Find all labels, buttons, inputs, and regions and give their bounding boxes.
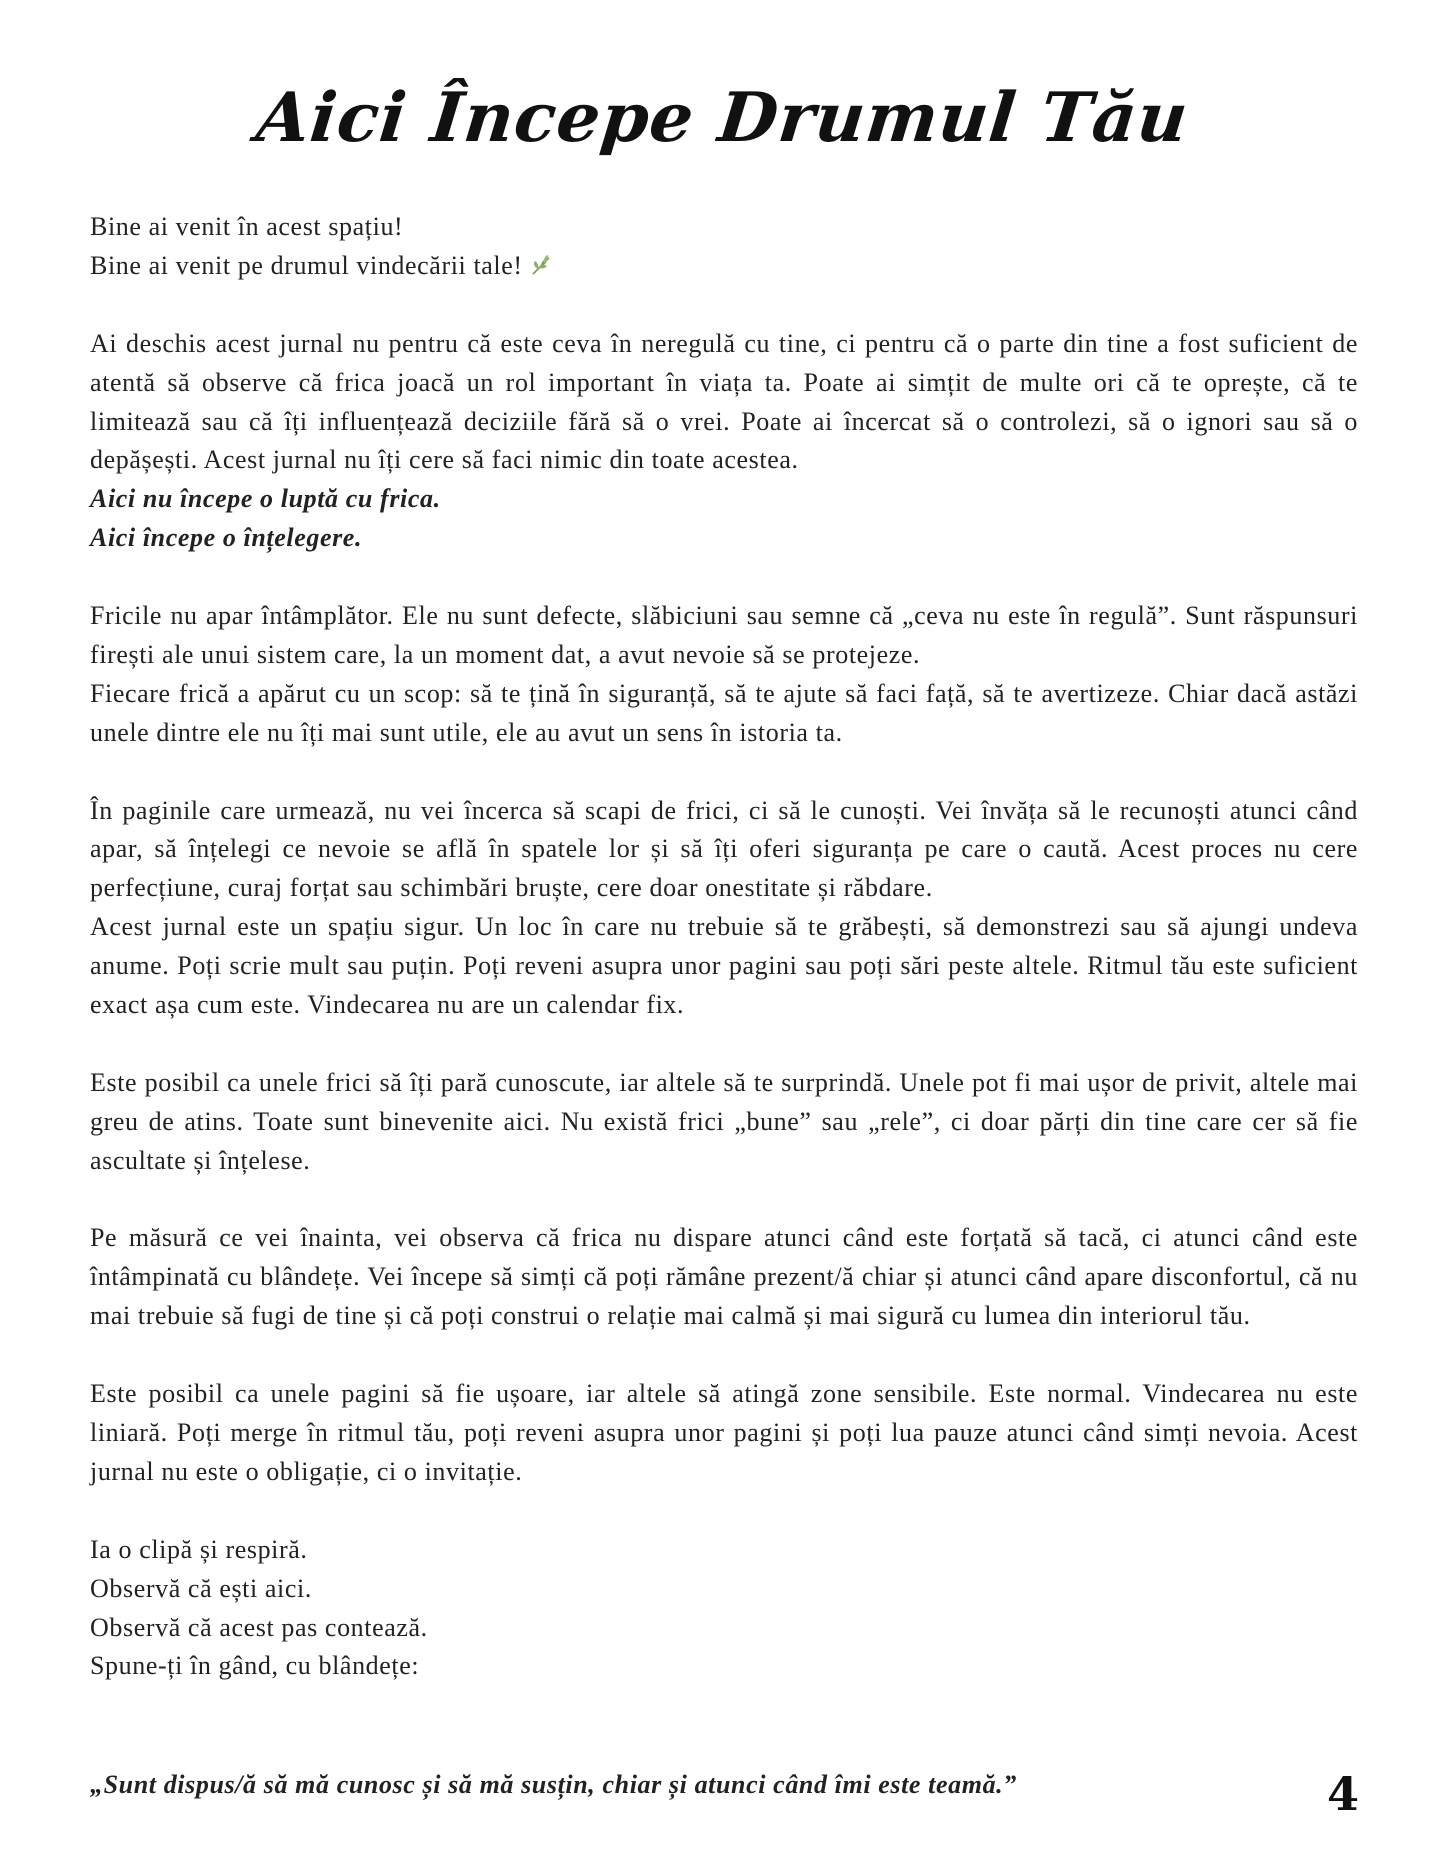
paragraph-2-part-2: Fiecare frică a apărut cu un scop: să te țină în siguranță, să te ajute să faci față, să te avertizeze. Chiar dacă astăzi unele dintre ele nu îți mai sunt utile, ele au avut un sens în istoria ta. [90,678,1358,747]
paragraph-2 [90,597,1358,753]
paragraph-3-part-1: În paginile care urmează, nu vei încerca să scapi de frici, ci să le cunoști. Vei învăța să le recunoști atunci când apar, să înțelegi ce nevoie se află în spatele lor și să îți oferi siguranța pe care o caută. Acest proces nu cere perfecțiune, curaj forțat sau schimbări bruște, cere doar onestitate și răbdare. [90,795,1358,903]
affirmation-quote: „Sunt dispus/ă să mă cunosc și să mă susțin, chiar și atunci când îmi este teamă.” [90,1770,1017,1799]
paragraph-3 [90,792,1358,1025]
closing-line-1: Ia o clipă și respiră. [90,1534,308,1564]
paragraph-4: Este posibil ca unele frici să îți pară cunoscute, iar altele să te surprindă. Unele pot fi mai ușor de privit, altele mai greu de atins. Toate sunt binevenite aici. Nu există frici „bune” sau „rele”, ci doar părți din tine care cer să fie ascultate și înțelese. [90,1067,1358,1175]
intro-line-2-wrapper [90,247,1358,286]
intro-line-2: Bine ai venit pe drumul vindecării tale! [90,250,523,280]
page-body [90,208,1358,1725]
intro-line-1: Bine ai venit în acest spațiu! [90,212,404,241]
paragraph-2-part-1: Fricile nu apar întâmplător. Ele nu sunt defecte, slăbiciuni sau semne că „ceva nu este în regulă”. Sunt răspunsuri firești ale unui sistem care, la un moment dat, a avut nevoie să se protejeze. [90,601,1358,669]
closing-line-3: Observă că acest pas contează. [90,1612,428,1642]
emphasis-line-2: Aici începe o înțelegere. [90,523,363,553]
paragraph-6: Este posibil ca unele pagini să fie ușoare, iar altele să atingă zone sensibile. Este normal. Vindecarea nu este liniară. Poți merge în ritmul tău, poți reveni asupra unor pagini și poți lua pauze atunci când simți nevoia. Acest jurnal nu este o obligație, ci o invitație. [90,1379,1358,1486]
paragraph-5: Pe măsură ce vei înainta, vei observa că frica nu dispare atunci când este forțată să tacă, ci atunci când este întâmpinată cu blândețe. Vei începe să simți că poți rămâne prezent/ă chiar și atunci când apare disconfortul, că nu mai trebuie să fugi de tine și că poți construi o relație mai calmă și mai sigură cu lumea din interiorul tău. [90,1223,1358,1331]
leaf-icon [529,251,555,277]
paragraph-3-part-2: Acest jurnal este un spațiu sigur. Un loc în care nu trebuie să te grăbești, să demonstrezi sau să ajungi undeva anume. Poți scrie mult sau puțin. Poți reveni asupra unor pagini sau poți sări peste altele. Ritmul tău este suficient exact așa cum este. Vindecarea nu are un calendar fix. [90,912,1358,1020]
closing-line-2: Observă că ești aici. [90,1573,312,1603]
closing-block [90,1531,1358,1687]
paragraph-1 [90,325,1358,558]
page-title: Aici Începe Drumul Tău [252,78,1193,158]
emphasis-line-1: Aici nu începe o luptă cu frica. [90,484,441,514]
closing-line-4: Spune-ți în gând, cu blândețe: [90,1651,420,1681]
intro-block [90,208,1358,286]
page-number: 4 [1326,1767,1359,1821]
paragraph-1-text: Ai deschis acest jurnal nu pentru că este ceva în neregulă cu tine, ci pentru că o parte din tine a fost suficient de atentă să observe că frica joacă un rol important în viața ta. Poate ai simțit de multe ori că te oprește, că te limitează sau că îți influențează deciziile fără să o vrei. Poate ai încercat să o controlezi, să o ignori sau să o depășești. Acest jurnal nu îți cere să faci nimic din toate acestea. [90,328,1358,475]
